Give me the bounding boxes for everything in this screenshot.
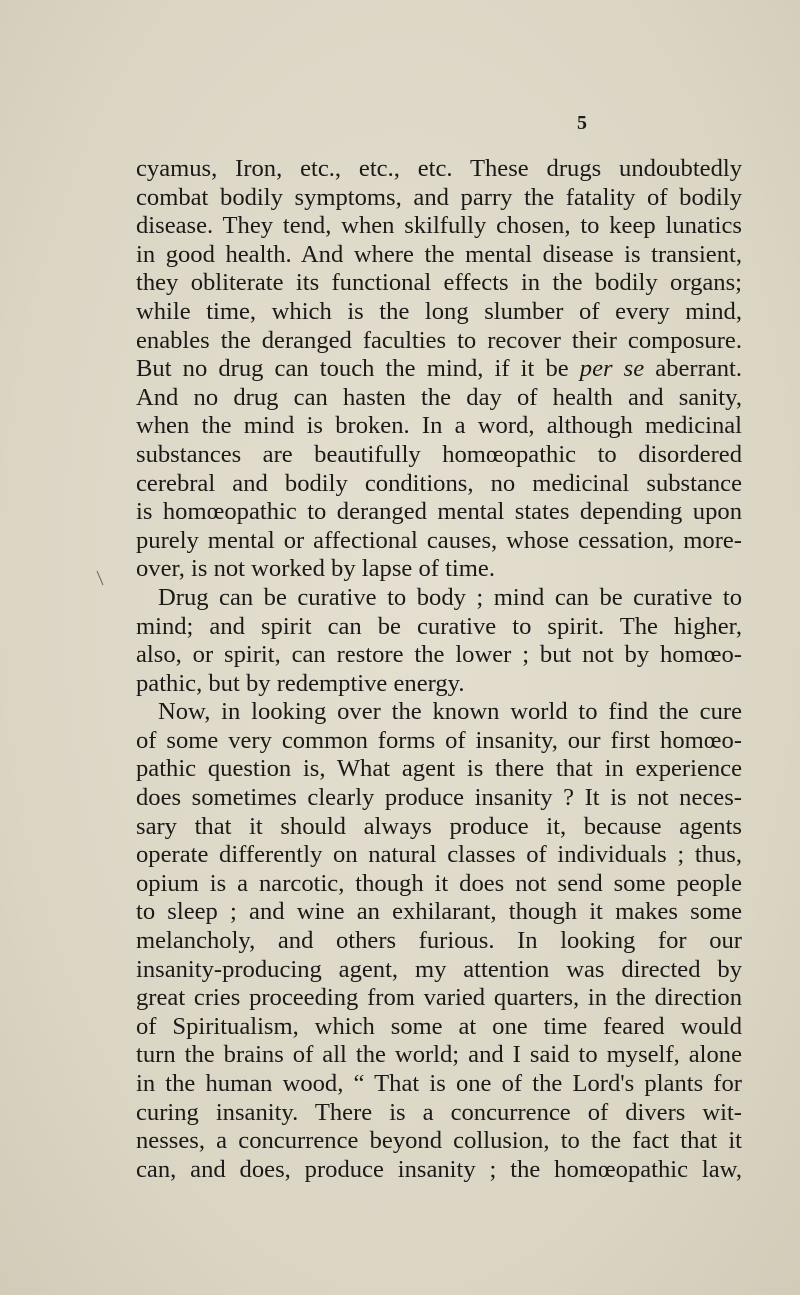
text-line: enables the deranged faculties to recover their composure. xyxy=(136,326,742,354)
text-line: And no drug can hasten the day of health and sanity, xyxy=(136,383,742,411)
text-line: Drug can be curative to body ; mind can be curative to xyxy=(158,583,742,611)
text-line: they obliterate its functional effects in the bodily organs; xyxy=(136,269,742,297)
text-line: purely mental or affectional causes, whose cessation, more- xyxy=(136,526,742,554)
text-line: But no drug can touch the mind, if it be per se aberrant. xyxy=(136,355,742,383)
text-line: of some very common forms of insanity, our first homœo- xyxy=(136,726,742,754)
margin-pencil-mark xyxy=(96,570,104,586)
italic-phrase: per se xyxy=(579,355,645,383)
text-line: in the human wood, “ That is one of the Lord's plants for xyxy=(136,1070,742,1097)
body-text xyxy=(136,155,742,1184)
text-line: is homœopathic to deranged mental states depending upon xyxy=(136,498,742,526)
text-line: cyamus, Iron, etc., etc., etc. These drugs undoubtedly xyxy=(136,155,742,182)
text-line: substances are beautifully homœopathic to disordered xyxy=(136,440,742,468)
text-line: operate differently on natural classes of individuals ; thus, xyxy=(136,841,742,869)
text-line: turn the brains of all the world; and I said to myself, alone xyxy=(136,1041,742,1069)
page-number: 5 xyxy=(577,112,587,134)
text-line: to sleep ; and wine an exhilarant, though it makes some xyxy=(136,898,742,926)
text-line: combat bodily symptoms, and parry the fatality of bodily xyxy=(136,183,742,211)
text-line: in good health. And where the mental disease is transient, xyxy=(136,240,742,268)
text-line: opium is a narcotic, though it does not send some people xyxy=(136,869,742,897)
text-line: cerebral and bodily conditions, no medicinal substance xyxy=(136,469,742,497)
text-line: while time, which is the long slumber of every mind, xyxy=(136,297,742,325)
text-line: disease. They tend, when skilfully chosen, to keep lunatics xyxy=(136,212,742,240)
text-line: of Spiritualism, which some at one time feared would xyxy=(136,1012,742,1040)
text-line: insanity-producing agent, my attention was directed by xyxy=(136,955,742,983)
text-line: when the mind is broken. In a word, although medicinal xyxy=(136,412,742,440)
text-line: pathic, but by redemptive energy. xyxy=(136,669,465,697)
text-line: melancholy, and others furious. In looking for our xyxy=(136,927,742,955)
text-line: pathic question is, What agent is there that in experience xyxy=(136,755,742,783)
text-line: does sometimes clearly produce insanity ? It is not neces- xyxy=(136,784,742,812)
text-line: mind; and spirit can be curative to spirit. The higher, xyxy=(136,612,742,640)
text-line: also, or spirit, can restore the lower ; but not by homœo- xyxy=(136,641,742,669)
text-line: can, and does, produce insanity ; the homœopathic law, xyxy=(136,1155,742,1183)
text-line: nesses, a concurrence beyond collusion, to the fact that it xyxy=(136,1127,742,1155)
text-line: Now, in looking over the known world to find the cure xyxy=(158,698,742,726)
text-line: curing insanity. There is a concurrence of divers wit- xyxy=(136,1098,742,1126)
text-line: sary that it should always produce it, because agents xyxy=(136,812,742,840)
text-line: over, is not worked by lapse of time. xyxy=(136,555,495,583)
text-line: great cries proceeding from varied quarters, in the direction xyxy=(136,984,742,1012)
